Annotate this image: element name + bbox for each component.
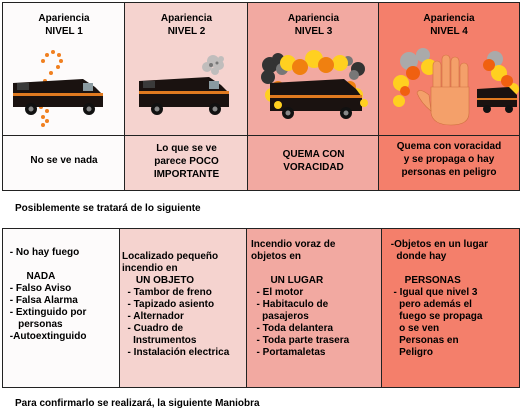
level-4-title-line2: NIVEL 4 bbox=[430, 26, 468, 37]
caption-top: Posiblemente se tratará de lo siguiente bbox=[15, 203, 201, 214]
level-1-title-line2: NIVEL 1 bbox=[45, 26, 83, 37]
situation-1-line: - Falso Aviso bbox=[7, 283, 72, 294]
level-4-image-cell bbox=[378, 2, 520, 137]
level-2-title-line1: Apariencia bbox=[160, 13, 213, 24]
situation-2-line: - Tapizado asiento bbox=[122, 299, 215, 310]
situation-4-line: Peligro bbox=[388, 347, 434, 358]
situation-1-cell bbox=[2, 228, 121, 388]
level-4-description: Quema con voracidad y se propaga o hay personas en peligro bbox=[396, 141, 502, 178]
situation-4-line: fuego se propaga bbox=[388, 311, 483, 322]
level-2-description-cell bbox=[124, 135, 249, 191]
situation-1-line: - Extinguido por bbox=[7, 307, 87, 318]
situation-4-line: - Igual que nivel 3 bbox=[388, 287, 478, 298]
situation-3-cell bbox=[246, 228, 383, 388]
situation-1-text bbox=[7, 247, 86, 343]
situation-3-line: - Portamaletas bbox=[251, 347, 326, 358]
van-fire-hand-icon bbox=[379, 3, 521, 138]
situation-1-line: personas bbox=[7, 319, 63, 330]
level-2-title-line2: NIVEL 2 bbox=[167, 26, 206, 37]
situation-2-line: - Alternador bbox=[122, 311, 184, 322]
level-3-title-line2: NIVEL 3 bbox=[294, 26, 333, 37]
situation-1-line: NADA bbox=[7, 271, 56, 282]
level-3-title-line1: Apariencia bbox=[287, 13, 340, 24]
caption-bottom: Para confirmarlo se realizará, la siguiente Maniobra bbox=[15, 398, 260, 409]
situation-4-line: -Objetos en un lugar bbox=[388, 239, 489, 250]
situation-4-line: donde hay bbox=[388, 251, 447, 262]
van-smoke-icon bbox=[125, 3, 250, 138]
level-2-description: Lo que se ve parece POCO IMPORTANTE bbox=[153, 143, 220, 180]
situation-1-line: - Falsa Alarma bbox=[7, 295, 78, 306]
situation-4-line: o se ven bbox=[388, 323, 440, 334]
level-1-title-line1: Apariencia bbox=[38, 13, 90, 24]
situation-4-line: PERSONAS bbox=[388, 275, 461, 286]
situation-2-line: Instrumentos bbox=[122, 335, 197, 346]
situation-4-line: Personas en bbox=[388, 335, 459, 346]
situation-4-cell bbox=[381, 228, 520, 388]
situation-3-line: - Toda parte trasera bbox=[251, 335, 350, 346]
situation-2-line: incendio en bbox=[122, 263, 178, 274]
situation-2-text bbox=[122, 251, 229, 359]
situation-2-line: Localizado pequeño bbox=[122, 251, 219, 262]
situation-1-line: -Autoextinguido bbox=[7, 331, 87, 342]
situation-2-line: - Tambor de freno bbox=[122, 287, 212, 298]
level-3-image-cell bbox=[247, 2, 380, 137]
situation-3-line: - El motor bbox=[251, 287, 304, 298]
situation-4-line: pero además el bbox=[388, 299, 472, 310]
situation-3-line: Incendio voraz de bbox=[251, 239, 336, 250]
situation-3-line: UN LUGAR bbox=[251, 275, 324, 286]
situation-2-cell bbox=[119, 228, 248, 388]
level-3-description: QUEMA CON VORACIDAD bbox=[282, 149, 345, 173]
situation-3-line bbox=[251, 263, 349, 275]
situation-3-line: pasajeros bbox=[251, 311, 309, 322]
situation-3-line: - Toda delantera bbox=[251, 323, 334, 334]
situation-3-line: - Habitaculo de bbox=[251, 299, 329, 310]
level-3-description-cell bbox=[247, 135, 380, 191]
situation-1-line: - No hay fuego bbox=[7, 247, 80, 258]
situation-4-text bbox=[388, 239, 488, 359]
level-1-image-cell bbox=[2, 2, 126, 137]
level-4-title-line1: Apariencia bbox=[423, 13, 475, 24]
situation-3-line: objetos en bbox=[251, 251, 302, 262]
situation-2-line: - Instalación electrica bbox=[122, 347, 230, 358]
situation-1-line bbox=[7, 259, 86, 271]
van-fire-icon bbox=[248, 3, 381, 138]
level-1-description-cell bbox=[2, 135, 126, 191]
level-4-description-cell bbox=[378, 135, 520, 191]
van-icon bbox=[3, 3, 127, 138]
level-2-image-cell bbox=[124, 2, 249, 137]
situation-2-line: UN OBJETO bbox=[122, 275, 195, 286]
situation-2-line: - Cuadro de bbox=[122, 323, 184, 334]
situation-4-line bbox=[388, 263, 488, 275]
level-1-description: No se ve nada bbox=[30, 155, 98, 166]
situation-3-text bbox=[251, 239, 349, 359]
